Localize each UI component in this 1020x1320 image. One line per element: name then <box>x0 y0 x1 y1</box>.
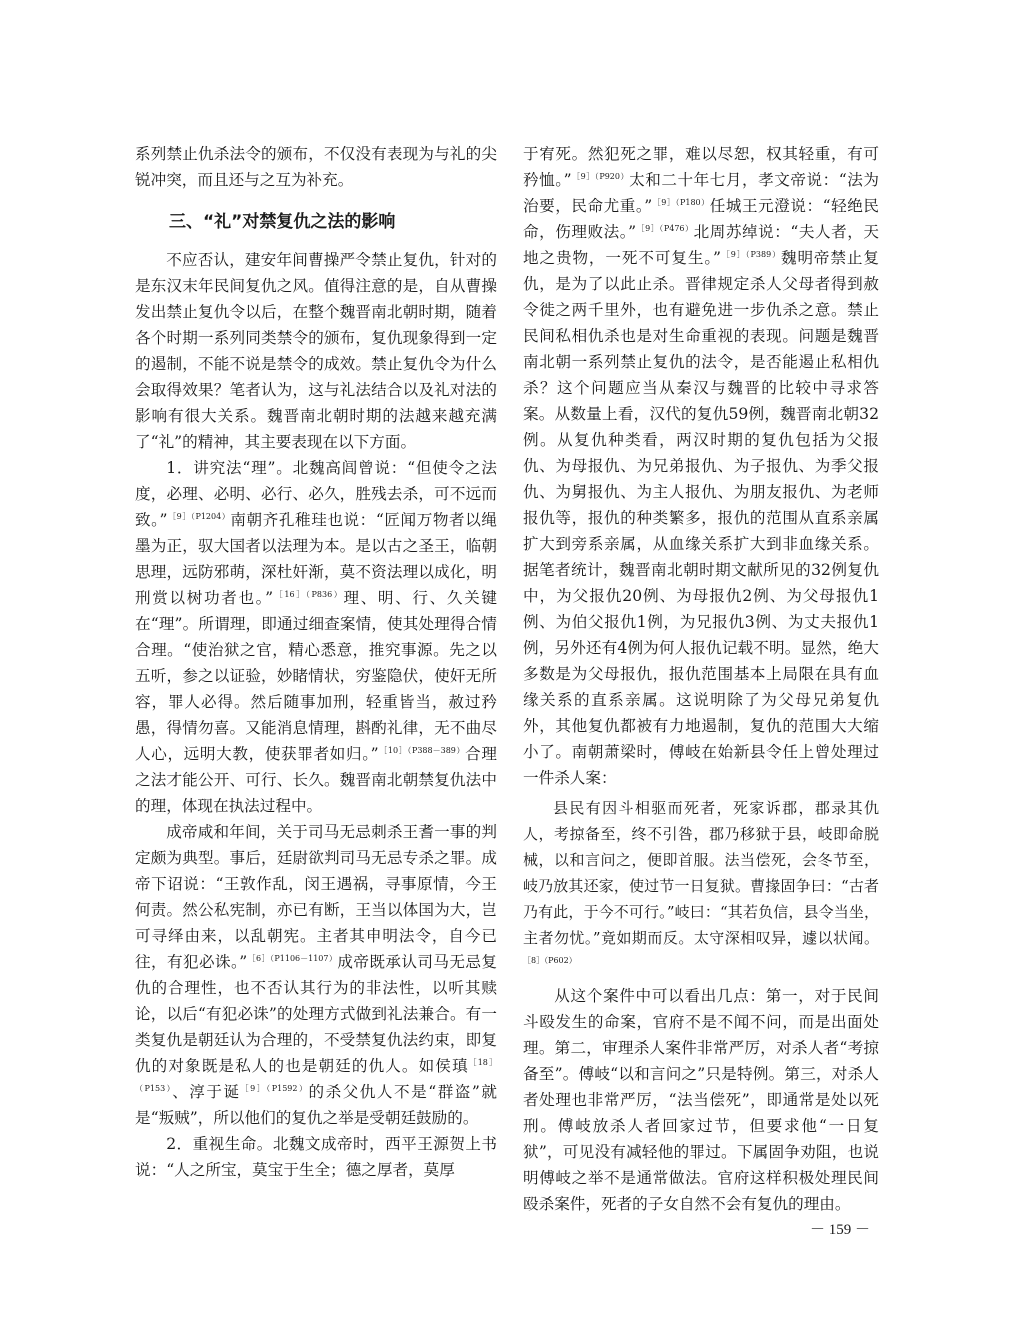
citation: ［18］（P153） <box>135 1058 497 1093</box>
text-run: 南朝齐孔稚珪也说：“匠闻万物者以绳墨为正，驭大国者以法理为本。是以古之圣王，临朝思理，远防邪萌，深杜奸渐，莫不资法理以成化，明刑赏以树功者也。” <box>135 511 497 607</box>
left-column <box>135 141 497 1183</box>
case-quotation <box>523 795 879 977</box>
text-run: 理、明、行、久关键在“理”。所谓理，即通过细查案情，使其处理得合情合理。“使治狱之官，精心悉意，推究事源。先之以五听，参之以证验，妙睹情状，穷鉴隐伏，使奸无所容，罪人必得。然后随事加刑，轻重皆当，赦过矜愚，得情勿喜。又能消息情理，斟酌礼律，无不曲尽人心，远明大教，使获罪者如归。” <box>135 589 497 763</box>
citation: ［9］（P920） <box>571 172 630 181</box>
citation: ［16］（P836） <box>273 590 344 599</box>
paragraph: 系列禁止仇杀法令的颁布，不仅没有表现为与礼的尖锐冲突，而且还与之互为补充。 <box>135 145 497 189</box>
text-run: 于宥死。然犯死之罪，难以尽恕，权其轻重，有可矜恤。” <box>523 145 879 189</box>
citation: ［9］（P389） <box>720 250 781 259</box>
text-run: 太和二十年七月，孝文帝说：“法为治要，民命尤重。” <box>523 171 879 215</box>
text-run: 合理之法才能公开、可行、长久。魏晋南北朝禁复仇法中的理，体现在执法过程中。 <box>135 745 497 815</box>
citation: ［8］（P602） <box>523 956 577 965</box>
text-run: 县民有因斗相驱而死者，死家诉郡，郡录其仇人，考掠备至，终不引咎，郡乃移狱于县，岐即命脱械，以和言问之，便即首服。法当偿死，会冬节至，岐乃放其还家，使过节一日复狱。曹掾固争曰：“古者乃有此，于今不可行。”岐曰：“其若负信，县令当坐，主者勿忧。”竟如期而反。太守深相叹异，遽以状闻。 <box>523 799 879 947</box>
paragraph <box>135 455 497 819</box>
text-run: 的杀父仇人不是“群盗”就是“叛贼”，所以他们的复仇之举是受朝廷鼓励的。 <box>135 1083 497 1127</box>
text-run: 成帝咸和年间，关于司马无忌刺杀王耆一事的判定颇为典型。事后，廷尉欲判司马无忌专杀之罪。成帝下诏说：“王敦作乱，闵王遇祸，寻事原情，今王何责。然公私宪制，亦已有断，王当以体国为大，岂可寻绎由来，以乱朝宪。主者其申明法令，自今已往，有犯必诛。” <box>135 823 497 971</box>
text-run: 北周苏绰说：“夫人者，天地之贵物，一死不可复生。” <box>523 223 879 267</box>
paragraph: 从这个案件中可以看出几点：第一，对于民间斗殴发生的命案，官府不是不闻不问，而是出面处理。第二，审理杀人案件非常严厉，对杀人者“考掠备至”。傅岐“以和言问之”只是特例。第三，对杀人者处理也非常严厉，“法当偿死”，即通常是处以死刑。傅岐放杀人者回家过节，但要求他“一日复狱”，可见没有减轻他的罪过。下属固争劝阻，也说明傅岐之举不是通常做法。官府这样积极处理民间殴杀案件，死者的子女自然不会有复仇的理由。 <box>523 987 879 1213</box>
text-run: 任城王元澄说：“轻绝民命，伤理败法。” <box>523 197 879 241</box>
citation: ［6］（P1106－1107） <box>247 954 338 963</box>
paragraph: 2．重视生命。北魏文成帝时，西平王源贺上书说：“人之所宝，莫宝于生全；德之厚者，莫厚 <box>135 1135 497 1179</box>
citation: ［9］（P1204） <box>167 512 231 521</box>
section-heading: 三、“礼”对禁复仇之法的影响 <box>169 212 396 232</box>
paragraph <box>135 819 497 1131</box>
text-run: 成帝既承认司马无忌复仇的合理性，也不否认其行为的非法性，以听其赎论，以后“有犯必诛”的处理方式做到礼法兼合。有一类复仇是朝廷认为合理的，不受禁复仇法约束，即复仇的对象既是私人的也是朝廷的仇人。如侯瑱 <box>135 953 497 1075</box>
text-run: 、淳于诞 <box>172 1083 241 1101</box>
paragraph: 不应否认，建安年间曹操严令禁止复仇，针对的是东汉末年民间复仇之风。值得注意的是，自从曹操发出禁止复仇令以后，在整个魏晋南北朝时期，随着各个时期一系列同类禁令的颁布，复仇现象得到一定的遏制，不能不说是禁令的成效。禁止复仇令为什么会取得效果？笔者认为，这与礼法结合以及礼对法的影响有很大关系。魏晋南北朝时期的法越来越充满了“礼”的精神，其主要表现在以下方面。 <box>135 251 497 451</box>
right-column <box>523 141 879 1217</box>
quotation-text <box>523 795 879 977</box>
citation: ［10］（P388－389） <box>378 746 466 755</box>
citation: ［9］（P180） <box>652 198 710 207</box>
page-number: － 159 － <box>810 1222 871 1238</box>
text-run: 1．讲究法“理”。北魏高闾曾说：“但使令之法度，必理、必明、必行、必久，胜残去杀，可不远而致。” <box>135 459 497 529</box>
paragraph <box>523 141 879 791</box>
citation: ［9］（P476） <box>636 224 694 233</box>
citation: ［9］（P1592） <box>240 1084 309 1093</box>
text-run: 魏明帝禁止复仇，是为了以此止杀。晋律规定杀人父母者得到赦令徙之两千里外，也有避免进一步仇杀之意。禁止民间私相仇杀也是对生命重视的表现。问题是魏晋南北朝一系列禁止复仇的法令，是否能遏止私相仇杀？这个问题应当从秦汉与魏晋的比较中寻求答案。从数量上看，汉代的复仇59例，魏晋南北朝32例。从复仇种类看，两汉时期的复仇包括为父报仇、为母报仇、为兄弟报仇、为子报仇、为季父报仇、为舅报仇、为主人报仇、为朋友报仇、为老师报仇等，报仇的种类繁多，报仇的范围从直系亲属扩大到旁系亲属，从血缘关系扩大到非血缘关系。据笔者统计，魏晋南北朝时期文献所见的32例复仇中，为父报仇20例、为母报仇2例、为父母报仇1例、为伯父报仇1例，为兄报仇3例、为丈夫报仇1例，另外还有4例为何人报仇记载不明。显然，绝大多数是为父母报仇，报仇范围基本上局限在具有血缘关系的直系亲属。这说明除了为父母兄弟复仇外，其他复仇都被有力地遏制，复仇的范围大大缩小了。南朝萧梁时，傅岐在始新县令任上曾处理过一件杀人案： <box>523 249 879 787</box>
